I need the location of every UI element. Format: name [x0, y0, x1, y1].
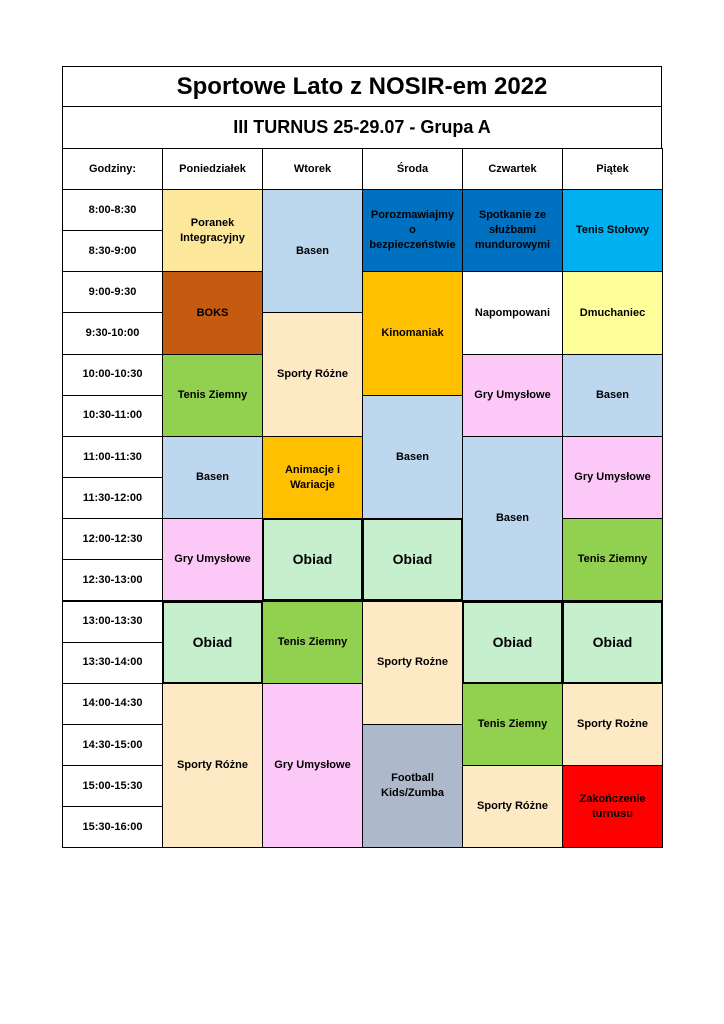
time-slot: 8:30-9:00 [62, 230, 163, 272]
activity-block: Basen [262, 189, 363, 313]
activity-block: Sporty Rożne [562, 683, 663, 766]
time-slot: 11:00-11:30 [62, 436, 163, 478]
activity-block: Obiad [162, 601, 263, 684]
activity-block: Tenis Stołowy [562, 189, 663, 272]
day-header: Wtorek [262, 148, 363, 190]
time-slot: 12:00-12:30 [62, 518, 163, 560]
activity-block: Kinomaniak [362, 271, 463, 395]
day-header: Piątek [562, 148, 663, 190]
activity-block: Sporty Różne [262, 312, 363, 436]
activity-block: Obiad [362, 518, 463, 601]
day-header: Środa [362, 148, 463, 190]
activity-block: Tenis Ziemny [462, 683, 563, 766]
activity-block: Gry Umysłowe [162, 518, 263, 601]
time-slot: 14:30-15:00 [62, 724, 163, 766]
activity-block: Animacje i Wariacje [262, 436, 363, 519]
activity-block: Tenis Ziemny [562, 518, 663, 601]
time-slot: 8:00-8:30 [62, 189, 163, 231]
activity-block: Gry Umysłowe [262, 683, 363, 849]
activity-block: Tenis Ziemny [262, 601, 363, 684]
activity-block: Football Kids/Zumba [362, 724, 463, 848]
activity-block: Basen [362, 395, 463, 519]
activity-block: Napompowani [462, 271, 563, 354]
time-slot: 9:30-10:00 [62, 312, 163, 354]
activity-block: Obiad [462, 601, 563, 684]
time-slot: 11:30-12:00 [62, 477, 163, 519]
time-slot: 15:00-15:30 [62, 765, 163, 807]
activity-block: Zakończenie turnusu [562, 765, 663, 848]
page-subtitle: III TURNUS 25-29.07 - Grupa A [62, 106, 662, 149]
activity-block: Gry Umysłowe [562, 436, 663, 519]
activity-block: Obiad [262, 518, 363, 601]
activity-block: Dmuchaniec [562, 271, 663, 354]
time-slot: 15:30-16:00 [62, 806, 163, 848]
activity-block: Basen [462, 436, 563, 602]
activity-block: Basen [562, 354, 663, 437]
activity-block: Sporty Różne [162, 683, 263, 849]
page-title: Sportowe Lato z NOSIR-em 2022 [62, 66, 662, 107]
time-slot: 9:00-9:30 [62, 271, 163, 313]
time-slot: 12:30-13:00 [62, 559, 163, 601]
time-slot: 13:00-13:30 [62, 601, 163, 643]
activity-block: Porozmawiajmy o bezpieczeństwie [362, 189, 463, 272]
hours-header: Godziny: [62, 148, 163, 190]
activity-block: Spotkanie ze służbami mundurowymi [462, 189, 563, 272]
activity-block: Gry Umysłowe [462, 354, 563, 437]
day-header: Poniedziałek [162, 148, 263, 190]
activity-block: Sporty Rożne [362, 601, 463, 725]
activity-block: Tenis Ziemny [162, 354, 263, 437]
day-header: Czwartek [462, 148, 563, 190]
time-slot: 10:30-11:00 [62, 395, 163, 437]
time-slot: 10:00-10:30 [62, 354, 163, 396]
activity-block: Sporty Różne [462, 765, 563, 848]
time-slot: 14:00-14:30 [62, 683, 163, 725]
activity-block: Obiad [562, 601, 663, 684]
time-slot: 13:30-14:00 [62, 642, 163, 684]
activity-block: Poranek Integracyjny [162, 189, 263, 272]
activity-block: BOKS [162, 271, 263, 354]
activity-block: Basen [162, 436, 263, 519]
